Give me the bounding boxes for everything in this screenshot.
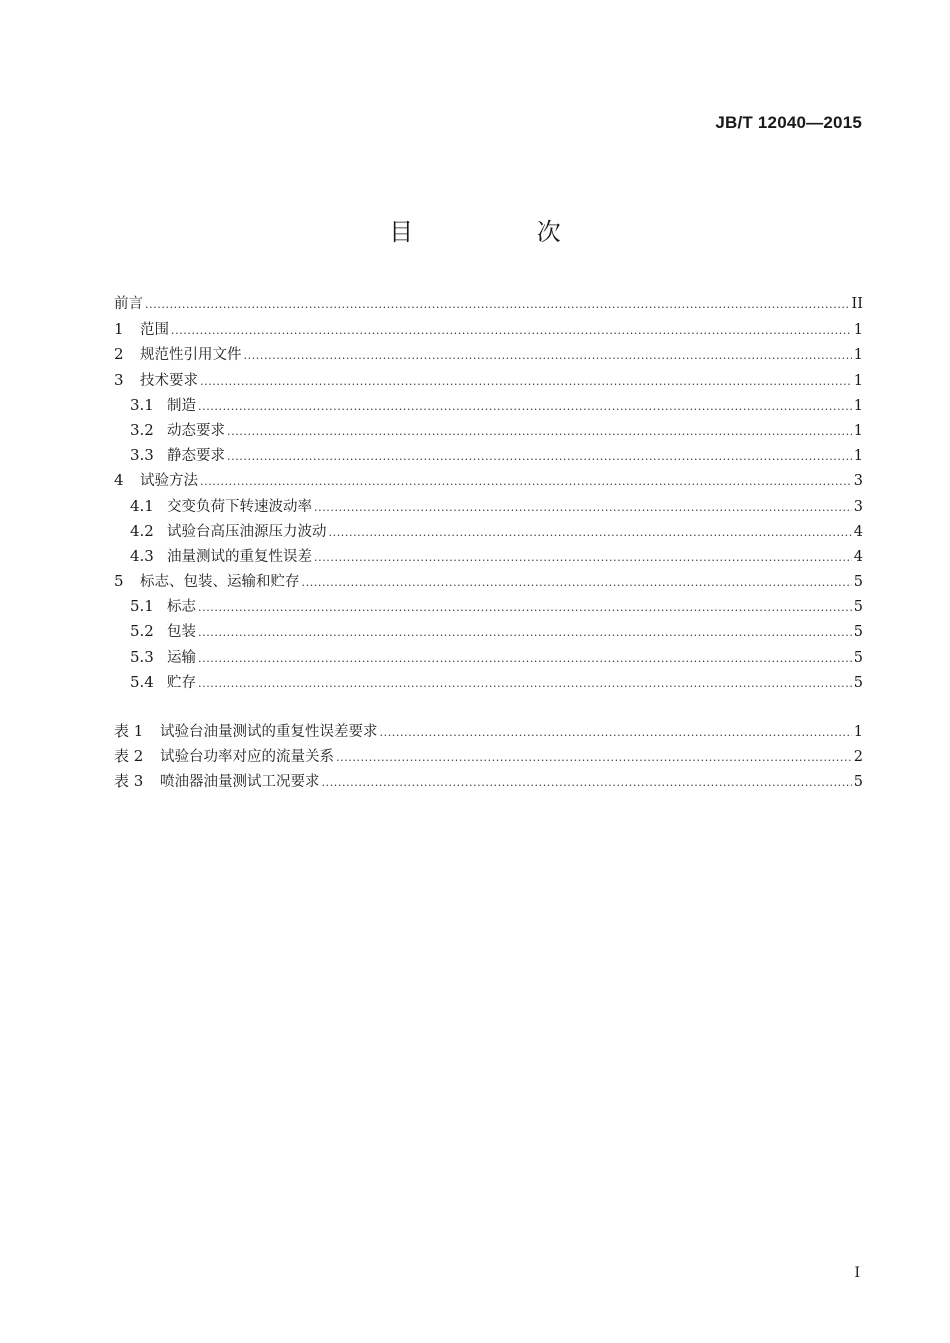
toc-entry[interactable] bbox=[114, 342, 863, 367]
toc-leader-dots bbox=[198, 671, 852, 696]
toc-entry-page: 1 bbox=[853, 448, 863, 465]
toc-entry-page: 5 bbox=[853, 599, 863, 616]
toc-subentry[interactable] bbox=[114, 670, 863, 695]
toc-leader-dots bbox=[244, 343, 852, 368]
table-list-label: 试验台油量测试的重复性误差要求 bbox=[160, 724, 378, 740]
toc-entry-label: 静态要求 bbox=[167, 448, 225, 465]
toc-entry-page: II bbox=[851, 296, 863, 312]
toc-subentry[interactable] bbox=[114, 418, 863, 443]
toc-entry-label: 标志、包装、运输和贮存 bbox=[140, 574, 300, 591]
toc-entry-number: 2 bbox=[114, 345, 124, 364]
table-list-entry[interactable] bbox=[114, 719, 863, 744]
toc-leader-dots bbox=[198, 646, 852, 671]
toc-subentry[interactable] bbox=[114, 645, 863, 670]
table-list-entry[interactable] bbox=[114, 744, 863, 769]
page-title: 目 次 bbox=[389, 218, 619, 246]
toc-leader-dots bbox=[198, 394, 852, 419]
toc-entry-label: 规范性引用文件 bbox=[140, 347, 242, 364]
toc-subentry[interactable] bbox=[114, 544, 863, 569]
toc-entry-number: 3 bbox=[114, 370, 124, 389]
toc-entry-label: 油量测试的重复性误差 bbox=[167, 548, 312, 565]
toc-entry-page: 3 bbox=[853, 473, 863, 490]
table-list-number: 表 3 bbox=[114, 772, 144, 791]
toc-leader-dots bbox=[227, 444, 852, 469]
toc-entry-page: 5 bbox=[853, 649, 863, 666]
toc-entry-page: 1 bbox=[853, 347, 863, 364]
toc-entry-number: 3.3 bbox=[130, 446, 154, 465]
toc-leader-dots bbox=[314, 545, 852, 570]
toc-entry-page: 5 bbox=[853, 574, 863, 591]
toc-leader-dots bbox=[198, 620, 852, 645]
toc-leader-dots bbox=[329, 520, 852, 545]
toc-entry-number: 4.2 bbox=[130, 521, 154, 540]
toc-leader-dots bbox=[322, 770, 852, 795]
toc-entry-label: 制造 bbox=[167, 397, 196, 414]
toc-entry[interactable] bbox=[114, 569, 863, 594]
toc-subentry[interactable] bbox=[114, 443, 863, 468]
toc-entry-number: 3.2 bbox=[130, 420, 154, 439]
toc-entry-label: 前言 bbox=[114, 296, 143, 312]
table-list-entry[interactable] bbox=[114, 769, 863, 794]
toc-entry-number: 5.3 bbox=[130, 647, 154, 666]
toc-leader-dots bbox=[200, 469, 852, 494]
table-list-number: 表 2 bbox=[114, 747, 144, 766]
table-list-number: 表 1 bbox=[114, 722, 144, 740]
table-list-label: 试验台功率对应的流量关系 bbox=[160, 749, 334, 766]
toc-leader-dots bbox=[145, 292, 850, 317]
toc-subentry[interactable] bbox=[114, 519, 863, 544]
toc-entry-label: 贮存 bbox=[167, 674, 196, 691]
toc-leader-dots bbox=[314, 495, 852, 520]
toc-leader-dots bbox=[336, 745, 852, 770]
toc-entry-page: 5 bbox=[853, 624, 863, 641]
toc-leader-dots bbox=[227, 419, 852, 444]
toc-entry-label: 试验方法 bbox=[140, 473, 198, 490]
toc-subentry[interactable] bbox=[114, 494, 863, 519]
toc-subentry[interactable] bbox=[114, 619, 863, 644]
page-number: I bbox=[854, 1265, 860, 1281]
toc-entry-label: 包装 bbox=[167, 624, 196, 641]
toc-entry-page: 3 bbox=[853, 498, 863, 515]
toc-entry-number: 3.1 bbox=[130, 395, 154, 414]
toc-entry-page: 4 bbox=[853, 523, 863, 540]
toc-entry-page: 1 bbox=[853, 422, 863, 439]
document-code: JB/T 12040—2015 bbox=[715, 113, 862, 132]
toc-leader-dots bbox=[302, 570, 852, 595]
toc-entry-label: 动态要求 bbox=[167, 422, 225, 439]
toc-entry-label: 运输 bbox=[167, 649, 196, 666]
toc-entry-number: 4 bbox=[114, 471, 124, 490]
toc-entry-number: 5.4 bbox=[130, 672, 154, 691]
table-list-page: 2 bbox=[853, 749, 863, 766]
toc-entry-label: 试验台高压油源压力波动 bbox=[167, 523, 327, 540]
toc-entry-page: 1 bbox=[853, 322, 863, 339]
toc-entry-number: 1 bbox=[114, 320, 124, 339]
toc-leader-dots bbox=[171, 318, 852, 343]
toc-entry-number: 4.1 bbox=[130, 496, 154, 515]
toc-entry-page: 5 bbox=[853, 674, 863, 691]
toc-entry-label: 范围 bbox=[140, 322, 169, 339]
toc-entry-number: 4.3 bbox=[130, 546, 154, 565]
toc-entry-number: 5.1 bbox=[130, 597, 154, 616]
toc-entry-foreword[interactable] bbox=[114, 292, 863, 317]
table-of-contents bbox=[114, 292, 863, 795]
toc-leader-dots bbox=[380, 720, 852, 745]
toc-entry-page: 1 bbox=[853, 372, 863, 389]
toc-entry[interactable] bbox=[114, 468, 863, 493]
table-list-page: 1 bbox=[853, 724, 863, 740]
toc-entry-page: 4 bbox=[853, 548, 863, 565]
table-list-label: 喷油器油量测试工况要求 bbox=[160, 774, 320, 791]
toc-leader-dots bbox=[200, 369, 852, 394]
toc-entry-label: 交变负荷下转速波动率 bbox=[167, 498, 312, 515]
toc-entry-label: 标志 bbox=[167, 599, 196, 616]
toc-entry-number: 5.2 bbox=[130, 622, 154, 641]
toc-entry[interactable] bbox=[114, 368, 863, 393]
toc-entry-number: 5 bbox=[114, 572, 124, 591]
toc-subentry[interactable] bbox=[114, 393, 863, 418]
toc-subentry[interactable] bbox=[114, 594, 863, 619]
toc-entry-page: 1 bbox=[853, 397, 863, 414]
toc-entry[interactable] bbox=[114, 317, 863, 342]
toc-entry-label: 技术要求 bbox=[140, 372, 198, 389]
toc-leader-dots bbox=[198, 595, 852, 620]
table-list-page: 5 bbox=[853, 774, 863, 791]
